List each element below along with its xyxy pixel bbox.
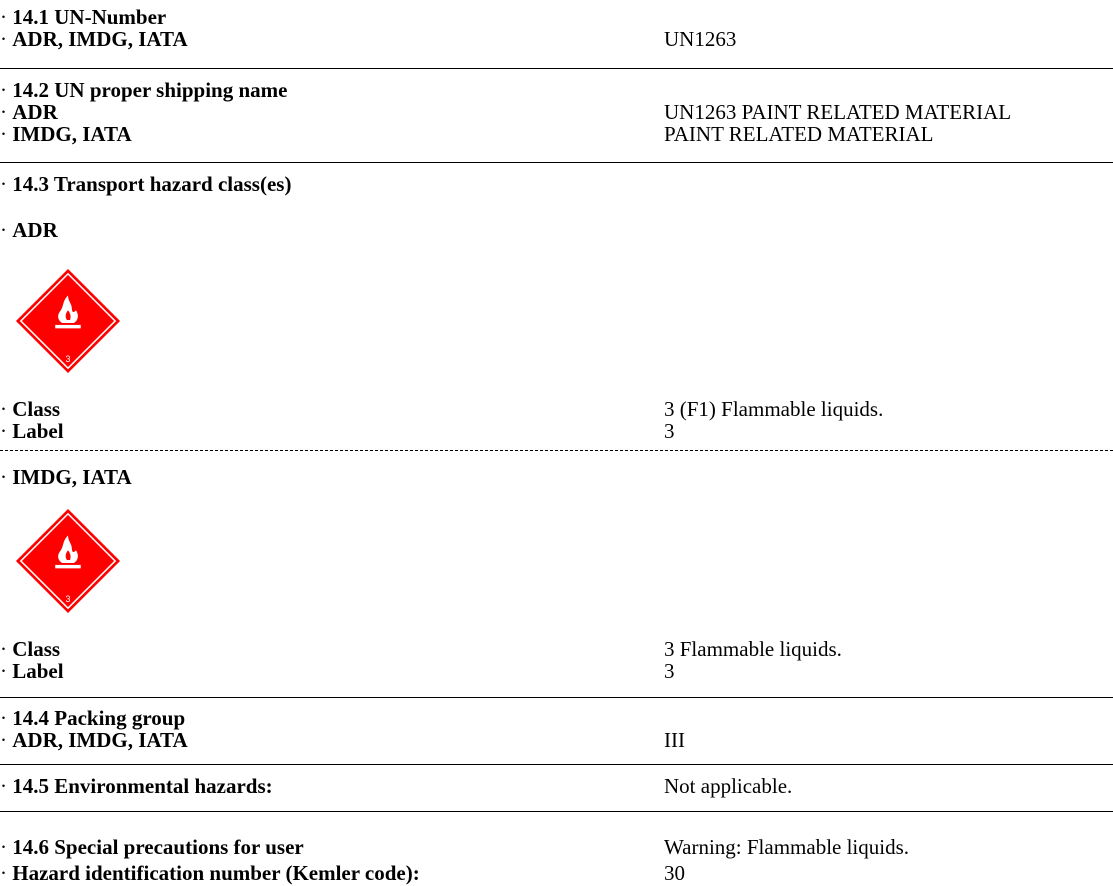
section-14-5-heading: · 14.5 Environmental hazards: bbox=[0, 774, 273, 798]
un-number-value: UN1263 bbox=[664, 27, 737, 51]
imdg-label-label: · Label bbox=[0, 659, 64, 683]
shipping-name-adr-label: · ADR bbox=[0, 100, 58, 124]
un-number-row-label: · ADR, IMDG, IATA bbox=[0, 27, 188, 51]
divider bbox=[0, 697, 1113, 698]
imdg-class-value: 3 Flammable liquids. bbox=[664, 637, 842, 661]
divider bbox=[0, 68, 1113, 69]
kemler-code-label: · Hazard identification number (Kemler code): bbox=[0, 861, 420, 885]
imdg-class-label: · Class bbox=[0, 637, 61, 661]
shipping-name-imdg-label: · IMDG, IATA bbox=[0, 122, 132, 146]
divider bbox=[0, 764, 1113, 765]
imdg-label-value: 3 bbox=[664, 659, 675, 683]
environmental-hazards-value: Not applicable. bbox=[664, 774, 793, 798]
divider bbox=[0, 162, 1113, 163]
divider bbox=[0, 811, 1113, 812]
adr-label-value: 3 bbox=[664, 419, 675, 443]
special-precautions-value: Warning: Flammable liquids. bbox=[664, 835, 910, 859]
shipping-name-imdg-value: PAINT RELATED MATERIAL bbox=[664, 122, 934, 146]
packing-group-row-label: · ADR, IMDG, IATA bbox=[0, 728, 188, 752]
shipping-name-adr-value: UN1263 PAINT RELATED MATERIAL bbox=[664, 100, 1012, 124]
hazard-class-adr-label: · ADR bbox=[0, 218, 58, 242]
section-14-6-heading: · 14.6 Special precautions for user bbox=[0, 835, 304, 859]
adr-class-value: 3 (F1) Flammable liquids. bbox=[664, 397, 884, 421]
adr-class-label: · Class bbox=[0, 397, 61, 421]
flammable-liquid-placard-icon bbox=[14, 267, 122, 375]
placard-class-number: 3 bbox=[65, 354, 71, 365]
packing-group-value: III bbox=[664, 728, 685, 752]
kemler-code-value: 30 bbox=[664, 861, 685, 885]
flammable-liquid-placard-icon bbox=[14, 507, 122, 615]
section-14-4-heading: · 14.4 Packing group bbox=[0, 706, 186, 730]
placard-class-number: 3 bbox=[65, 594, 71, 605]
section-14-1-heading: · 14.1 UN-Number bbox=[0, 5, 167, 29]
section-14-3-heading: · 14.3 Transport hazard class(es) bbox=[0, 172, 292, 196]
section-14-2-heading: · 14.2 UN proper shipping name bbox=[0, 78, 288, 102]
hazard-class-imdg-label: · IMDG, IATA bbox=[0, 465, 132, 489]
adr-label-label: · Label bbox=[0, 419, 64, 443]
dashed-divider bbox=[0, 450, 1113, 451]
